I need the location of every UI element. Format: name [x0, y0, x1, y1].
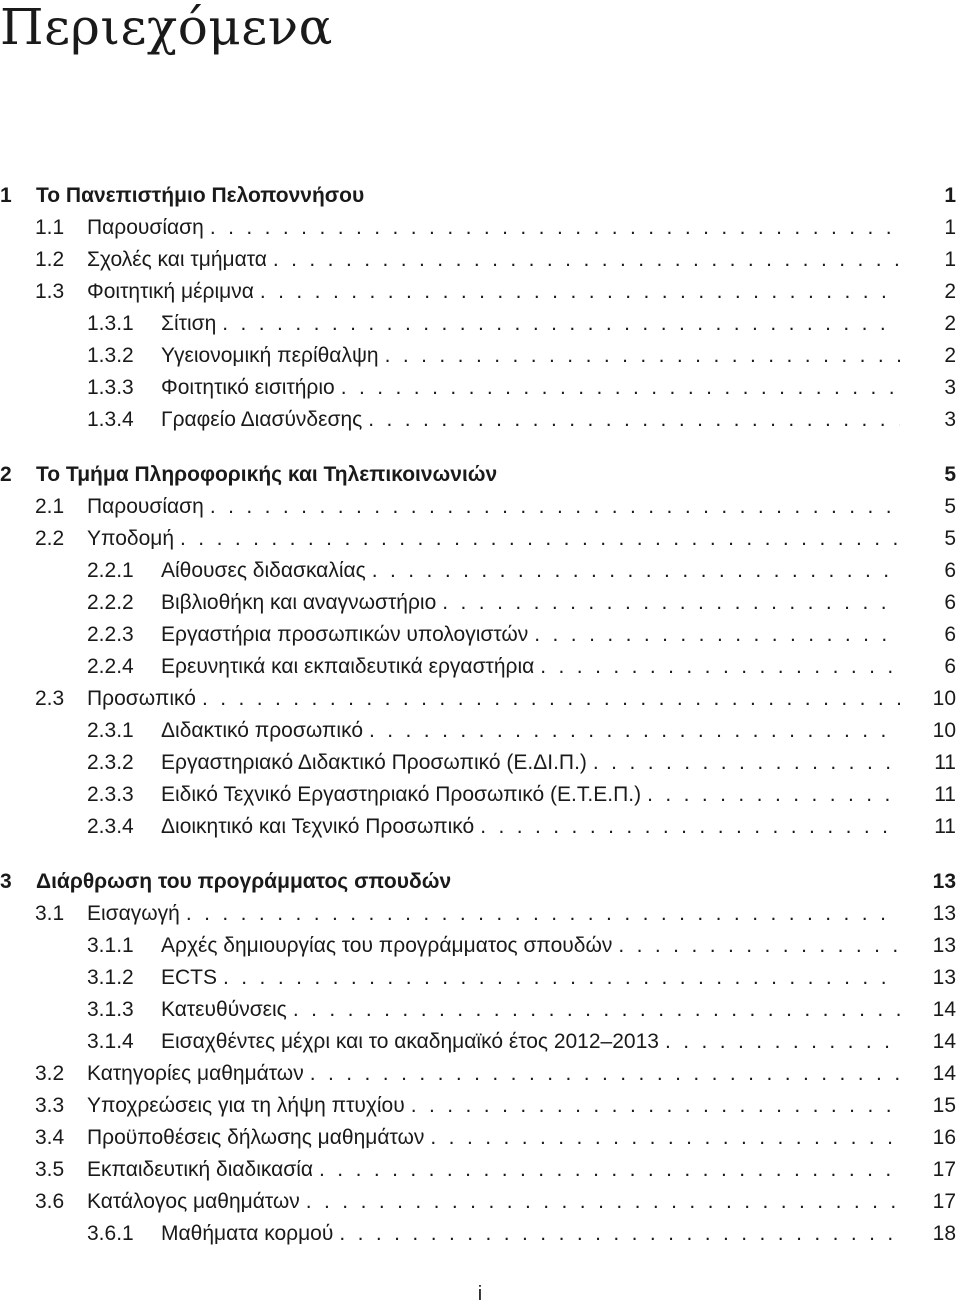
toc-entry-title-wrap: [161, 340, 900, 372]
toc-page-number: 1: [944, 216, 956, 239]
toc-subsection-entry[interactable]: [0, 1218, 960, 1250]
toc-entry-title-wrap: [87, 1122, 900, 1154]
toc-entry-number: 2.3: [35, 687, 65, 710]
toc-entry-title-wrap: [161, 962, 900, 994]
toc-section-entry[interactable]: [0, 1090, 960, 1122]
toc-entry-title-wrap: [87, 1090, 900, 1122]
toc-leader-dots: [369, 715, 900, 747]
toc-entry-title: Υποχρεώσεις για τη λήψη πτυχίου: [87, 1090, 411, 1122]
toc-entry-title: Εισαχθέντες μέχρι και το ακαδημαϊκό έτος 2012–2013: [161, 1026, 665, 1058]
toc-section-entry[interactable]: [0, 276, 960, 308]
toc-entry-title: Σχολές και τμήματα: [87, 244, 273, 276]
toc-entry-title: Το Τμήμα Πληροφορικής και Τηλεπικοινωνιών: [36, 459, 503, 491]
toc-leader-dots: [223, 962, 900, 994]
toc-page-number: 3: [944, 408, 956, 431]
toc-page-number: 17: [932, 1190, 956, 1213]
toc-entry-number: 2.3.1: [87, 719, 134, 742]
toc-page-number: 5: [944, 527, 956, 550]
toc-page-number: 5: [944, 495, 956, 518]
toc-page-number: 3: [944, 376, 956, 399]
toc-leader-dots: [260, 276, 900, 308]
toc-entry-number: 3.3: [35, 1094, 65, 1117]
toc-page-number: 13: [932, 870, 956, 893]
toc-page-number: 11: [934, 783, 956, 806]
toc-leader-dots: [293, 994, 900, 1026]
toc-leader-dots: [430, 1122, 900, 1154]
toc-entry-title: Σίτιση: [161, 308, 222, 340]
toc-subsection-entry[interactable]: [0, 372, 960, 404]
toc-entry-title-wrap: [161, 811, 900, 843]
toc-leader-dots: [368, 404, 900, 436]
toc-subsection-entry[interactable]: [0, 962, 960, 994]
toc-page-number: 1: [944, 184, 956, 207]
toc-entry-title-wrap: [161, 651, 900, 683]
toc-subsection-entry[interactable]: [0, 1026, 960, 1058]
toc-entry-title-wrap: [161, 779, 900, 811]
toc-entry-title-wrap: [87, 1058, 900, 1090]
toc-leader-dots: [210, 212, 900, 244]
toc-entry-title: Φοιτητική μέριμνα: [87, 276, 260, 308]
toc-entry-title: Αίθουσες διδασκαλίας: [161, 555, 372, 587]
toc-entry-title-wrap: [36, 459, 900, 491]
toc-entry-title-wrap: [161, 372, 900, 404]
toc-subsection-entry[interactable]: [0, 555, 960, 587]
toc-section-entry[interactable]: [0, 1122, 960, 1154]
toc-entry-number: 3.1: [35, 902, 65, 925]
toc-section-entry[interactable]: [0, 491, 960, 523]
toc-subsection-entry[interactable]: [0, 587, 960, 619]
toc-entry-title-wrap: [161, 715, 900, 747]
toc-entry-number: 3.1.1: [87, 934, 134, 957]
toc-page-number: 14: [932, 1062, 956, 1085]
toc-page-number: 11: [934, 751, 956, 774]
toc-page-number: 5: [944, 463, 956, 486]
table-of-contents: [0, 180, 960, 1250]
toc-chapter-entry[interactable]: [0, 180, 960, 212]
toc-leader-dots: [647, 779, 900, 811]
toc-section-entry[interactable]: [0, 898, 960, 930]
toc-entry-number: 1: [0, 184, 12, 207]
toc-entry-title-wrap: [87, 244, 900, 276]
toc-entry-number: 3.6: [35, 1190, 65, 1213]
toc-page-number: 17: [932, 1158, 956, 1181]
toc-entry-title: Εργαστηριακό Διδακτικό Προσωπικό (Ε.ΔΙ.Π.): [161, 747, 593, 779]
toc-subsection-entry[interactable]: [0, 619, 960, 651]
toc-page-number: 10: [932, 719, 956, 742]
toc-entry-number: 3.1.2: [87, 966, 134, 989]
toc-entry-title-wrap: [87, 276, 900, 308]
toc-entry-title: Εισαγωγή: [87, 898, 186, 930]
toc-leader-dots: [480, 811, 900, 843]
toc-page-number: 6: [944, 655, 956, 678]
toc-section-entry[interactable]: [0, 683, 960, 715]
toc-entry-title-wrap: [87, 683, 900, 715]
toc-leader-dots: [618, 930, 900, 962]
toc-entry-title: ECTS: [161, 962, 223, 994]
toc-page-number: 14: [932, 1030, 956, 1053]
toc-entry-title: Κατάλογος μαθημάτων: [87, 1186, 306, 1218]
toc-entry-title-wrap: [87, 1154, 900, 1186]
toc-entry-number: 2.3.2: [87, 751, 134, 774]
toc-entry-title-wrap: [161, 1218, 900, 1250]
toc-section-entry[interactable]: [0, 1058, 960, 1090]
toc-page-number: 14: [932, 998, 956, 1021]
toc-entry-title-wrap: [161, 1026, 900, 1058]
toc-entry-title-wrap: [161, 747, 900, 779]
toc-entry-number: 2.2.4: [87, 655, 134, 678]
toc-leader-dots: [411, 1090, 900, 1122]
toc-page-number: 10: [932, 687, 956, 710]
toc-leader-dots: [186, 898, 900, 930]
toc-subsection-entry[interactable]: [0, 404, 960, 436]
toc-page-number: 15: [932, 1094, 956, 1117]
toc-leader-dots: [210, 491, 900, 523]
toc-leader-dots: [339, 1218, 900, 1250]
toc-entry-title-wrap: [161, 994, 900, 1026]
toc-entry-number: 2.3.4: [87, 815, 134, 838]
toc-entry-number: 3.2: [35, 1062, 65, 1085]
toc-subsection-entry[interactable]: [0, 340, 960, 372]
toc-leader-dots: [273, 244, 900, 276]
toc-leader-dots: [593, 747, 900, 779]
toc-page-number: 13: [932, 902, 956, 925]
toc-entry-number: 1.3.1: [87, 312, 134, 335]
toc-subsection-entry[interactable]: [0, 994, 960, 1026]
toc-entry-title: Κατηγορίες μαθημάτων: [87, 1058, 310, 1090]
toc-leader-dots: [341, 372, 900, 404]
toc-entry-number: 1.3.4: [87, 408, 134, 431]
toc-entry-title-wrap: [161, 930, 900, 962]
toc-entry-title: Ερευνητικά και εκπαιδευτικά εργαστήρια: [161, 651, 540, 683]
toc-entry-title: Παρουσίαση: [87, 212, 210, 244]
toc-entry-title: Υποδομή: [87, 523, 180, 555]
toc-entry-number: 1.3.2: [87, 344, 134, 367]
toc-entry-title: Προϋποθέσεις δήλωσης μαθημάτων: [87, 1122, 430, 1154]
toc-entry-number: 2.3.3: [87, 783, 134, 806]
toc-entry-title: Διάρθρωση του προγράμματος σπουδών: [36, 866, 457, 898]
toc-page-number: 2: [944, 280, 956, 303]
toc-entry-title-wrap: [161, 555, 900, 587]
toc-entry-title-wrap: [87, 212, 900, 244]
toc-page-number: 6: [944, 591, 956, 614]
toc-section-entry[interactable]: [0, 244, 960, 276]
toc-chapter-entry[interactable]: [0, 459, 960, 491]
toc-entry-number: 1.3.3: [87, 376, 134, 399]
toc-entry-title-wrap: [36, 180, 900, 212]
toc-entry-title: Το Πανεπιστήμιο Πελοποννήσου: [36, 180, 370, 212]
toc-entry-number: 2.2: [35, 527, 65, 550]
toc-page-number: 16: [932, 1126, 956, 1149]
toc-entry-title: Βιβλιοθήκη και αναγνωστήριο: [161, 587, 442, 619]
toc-subsection-entry[interactable]: [0, 930, 960, 962]
toc-entry-title: Προσωπικό: [87, 683, 202, 715]
toc-section-entry[interactable]: [0, 212, 960, 244]
toc-entry-number: 1.3: [35, 280, 65, 303]
toc-leader-dots: [372, 555, 900, 587]
toc-page-number: 6: [944, 623, 956, 646]
toc-page-number: 18: [932, 1222, 956, 1245]
toc-leader-dots: [310, 1058, 900, 1090]
toc-page-number: 1: [944, 248, 956, 271]
toc-subsection-entry[interactable]: [0, 811, 960, 843]
toc-leader-dots: [319, 1154, 900, 1186]
toc-subsection-entry[interactable]: [0, 651, 960, 683]
toc-subsection-entry[interactable]: [0, 779, 960, 811]
toc-entry-title-wrap: [36, 866, 900, 898]
toc-entry-title: Αρχές δημιουργίας του προγράμματος σπουδών: [161, 930, 618, 962]
toc-leader-dots: [222, 308, 900, 340]
toc-entry-title-wrap: [161, 587, 900, 619]
toc-page-number: 6: [944, 559, 956, 582]
toc-entry-number: 2.2.1: [87, 559, 134, 582]
toc-leader-dots: [540, 651, 900, 683]
toc-entry-title-wrap: [161, 308, 900, 340]
toc-entry-number: 2: [0, 463, 12, 486]
toc-entry-number: 3: [0, 870, 12, 893]
toc-subsection-entry[interactable]: [0, 715, 960, 747]
toc-entry-number: 3.1.4: [87, 1030, 134, 1053]
toc-entry-title: Παρουσίαση: [87, 491, 210, 523]
toc-leader-dots: [306, 1186, 900, 1218]
toc-entry-title: Υγειονομική περίθαλψη: [161, 340, 385, 372]
toc-entry-title: Εκπαιδευτική διαδικασία: [87, 1154, 319, 1186]
toc-leader-dots: [442, 587, 900, 619]
toc-entry-title: Διδακτικό προσωπικό: [161, 715, 369, 747]
toc-chapter-entry[interactable]: [0, 866, 960, 898]
toc-entry-number: 2.2.3: [87, 623, 134, 646]
toc-entry-title-wrap: [161, 404, 900, 436]
toc-entry-number: 3.5: [35, 1158, 65, 1181]
toc-page-number: 2: [944, 344, 956, 367]
toc-section-entry[interactable]: [0, 1186, 960, 1218]
toc-page-number: 13: [932, 934, 956, 957]
toc-entry-number: 1.1: [35, 216, 65, 239]
toc-entry-title-wrap: [161, 619, 900, 651]
toc-entry-title-wrap: [87, 1186, 900, 1218]
toc-leader-dots: [202, 683, 900, 715]
toc-entry-title-wrap: [87, 491, 900, 523]
toc-entry-title: Κατευθύνσεις: [161, 994, 293, 1026]
toc-leader-dots: [665, 1026, 900, 1058]
toc-entry-title: Μαθήματα κορμού: [161, 1218, 339, 1250]
toc-entry-number: 3.4: [35, 1126, 65, 1149]
toc-page-number: 2: [944, 312, 956, 335]
toc-entry-title-wrap: [87, 898, 900, 930]
page-number-footer: i: [477, 1283, 483, 1305]
toc-entry-title: Εργαστήρια προσωπικών υπολογιστών: [161, 619, 534, 651]
toc-entry-title: Ειδικό Τεχνικό Εργαστηριακό Προσωπικό (Ε.Τ.Ε.Π.): [161, 779, 647, 811]
toc-subsection-entry[interactable]: [0, 747, 960, 779]
toc-section-entry[interactable]: [0, 1154, 960, 1186]
toc-subsection-entry[interactable]: [0, 308, 960, 340]
toc-section-entry[interactable]: [0, 523, 960, 555]
toc-entry-title: Διοικητικό και Τεχνικό Προσωπικό: [161, 811, 480, 843]
toc-entry-number: 2.1: [35, 495, 65, 518]
toc-leader-dots: [534, 619, 900, 651]
toc-entry-number: 2.2.2: [87, 591, 134, 614]
toc-entry-title: Γραφείο Διασύνδεσης: [161, 404, 368, 436]
toc-leader-dots: [180, 523, 900, 555]
toc-entry-number: 3.6.1: [87, 1222, 134, 1245]
toc-entry-title: Φοιτητικό εισιτήριο: [161, 372, 341, 404]
toc-entry-number: 3.1.3: [87, 998, 134, 1021]
toc-leader-dots: [385, 340, 900, 372]
toc-page-number: 13: [932, 966, 956, 989]
toc-entry-title-wrap: [87, 523, 900, 555]
toc-entry-number: 1.2: [35, 248, 65, 271]
toc-page-number: 11: [934, 815, 956, 838]
page-title: Περιεχόμενα: [0, 0, 333, 56]
